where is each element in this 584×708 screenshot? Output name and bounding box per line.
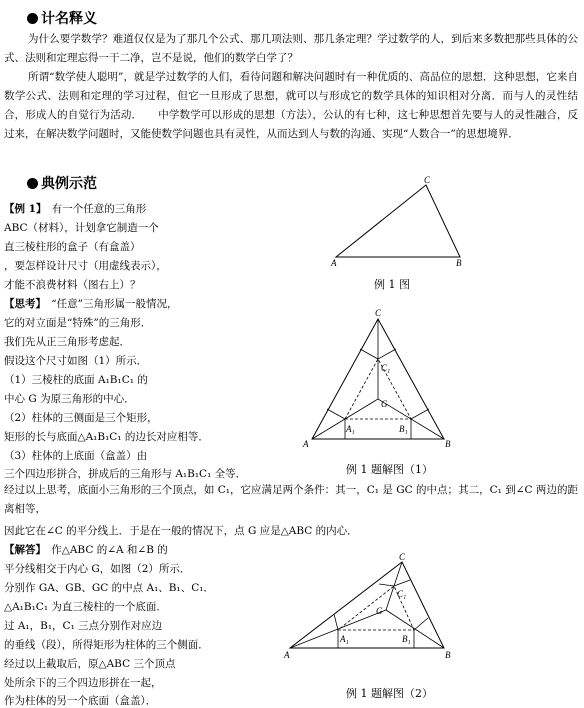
perp-a1-side [334,614,338,630]
paragraph-thought: 所谓“数学使人聪明”，就是学过数学的人们，看待问题和解决问题时有一种优质的、高品位的思想．这种思想，它来自数学公式、法则和定理的学习过程，但它一旦形成了思想，就可以与形成它的数学具体的知识相对分离．而与人的灵性结合，形成人的自觉行为活动． 中学数学可以形成的思想（方法），公认的有七种，这七种思想首先要与人的灵性融合，反过来，在解决数学问题时，又能使数学问题也具有灵性，从而达到人与数的沟通、实现“人数合一”的思想境界． [4,71,578,140]
figure-caption: 例 1 题解图（2） [346,687,433,700]
label-a1: A₁ [346,424,355,434]
label-c1: C₁ [381,363,391,373]
label-a1: A₁ [340,634,349,644]
think-line: 假设这个尺寸如图（1）所示． [4,355,148,367]
triangle-abc [336,185,460,257]
think-line: （2）柱体的三侧面是三个矩形， [4,412,158,424]
example-line: ，要怎样设计尺寸（用虚线表示）， [4,260,167,272]
think-line: 中心 G 为原三角形的中心． [4,393,135,405]
think-line: 它的对立面是“特殊”的三角形． [4,317,152,329]
label-a: A [331,258,337,268]
perp-c1-right [394,580,410,586]
perp-c1-right [378,349,396,359]
answer-line: 经过以上截取后，原△ABC 三个顶点 [4,658,176,670]
answer-line: △A₁B₁C₁ 为直三棱柱的一个底面． [4,601,167,613]
perp-b1-side [411,409,429,419]
label-c1: C₁ [397,589,407,599]
figure-caption: 例 1 图 [374,278,410,291]
figure-solution-2 [282,550,457,670]
section-heading-naming: 计名释义 [27,8,97,28]
label-a: A [303,439,309,449]
think-conclusion: 经过以上思考，底面小三角形的三个顶点，如 C₁，它应满足两个条件：其一，C₁ 是 GC 的中点；其二，C₁ 到∠C 两边的距离相等， [4,484,578,515]
answer-line: 的垂线（段），所得矩形为柱体的三个侧面． [4,639,209,651]
bullet-icon [27,178,38,189]
label-b: B [445,439,451,449]
label-a: A [284,650,290,660]
label-b1: B₁ [399,424,408,434]
perp-b1-side [414,618,428,630]
figure-triangle-abc [320,175,480,270]
answer-line: 处所余下的三个四边形拼在一起， [4,677,162,689]
perp-c1-left [360,349,378,359]
section-heading-examples: 典例示范 [27,173,97,193]
bullet-icon [27,13,38,24]
think-line: 【思考】 “任意”三角形属一般情况， [4,298,178,310]
perp-c1-left [379,584,394,586]
think-line: 矩形的长与底面△A₁B₁C₁ 的边长对应相等． [4,431,209,443]
label-b: B [456,258,462,268]
label-b1: B₁ [402,634,411,644]
answer-line: 分别作 GA、GB、GC 的中点 A₁、B₁、C₁． [4,582,214,594]
answer-line: 平分线相交于内心 G，如图（2）所示． [4,563,191,575]
label-b: B [445,650,451,660]
example-line: 才能不浪费材料（图右上）？ [4,279,141,291]
label-c: C [424,175,431,185]
label-c: C [399,552,406,562]
paragraph-intro: 为什么要学数学？难道仅仅是为了那几个公式、那几项法则、那几条定理？学过数学的人，到后来多数把那些具体的公式、法则和定理忘得一干二净，岂不是说，他们的数学白学了？ [4,33,578,64]
example-line: 直三棱柱形的盒子（有盒盖） [4,241,141,253]
example-line: ABC（材料），计划拿它制造一个 [4,222,159,234]
example-line: 【例 1】 有一个任意的三角形 [4,203,147,215]
figure-solution-1 [300,305,460,453]
triangle-abc [290,562,444,648]
think-line: 我们先从正三角形考虑起． [4,336,130,348]
answer-line: 作为柱体的另一个底面（盒盖）． [4,695,157,707]
think-line: （1）三棱柱的底面 A₁B₁C₁ 的 [4,374,148,386]
think-line: 因此它在∠C 的平分线上．于是在一般的情况下，点 G 应是△ABC 的内心． [4,525,358,537]
perp-a1-side [327,409,345,419]
answer-line: 过 A₁，B₁，C₁ 三点分别作对应边 [4,620,163,632]
label-c: C [375,308,382,318]
label-g: G [381,399,388,409]
answer-line: 【解答】 作△ABC 的∠A 和∠B 的 [4,544,168,556]
think-line: （3）柱体的上底面（盒盖）由 [4,450,148,462]
label-g: G [376,606,383,616]
figure-caption: 例 1 题解图（1） [346,463,433,476]
think-line: 三个四边形拼合，拼成后的三角形与 A₁B₁C₁ 全等． [4,468,247,480]
